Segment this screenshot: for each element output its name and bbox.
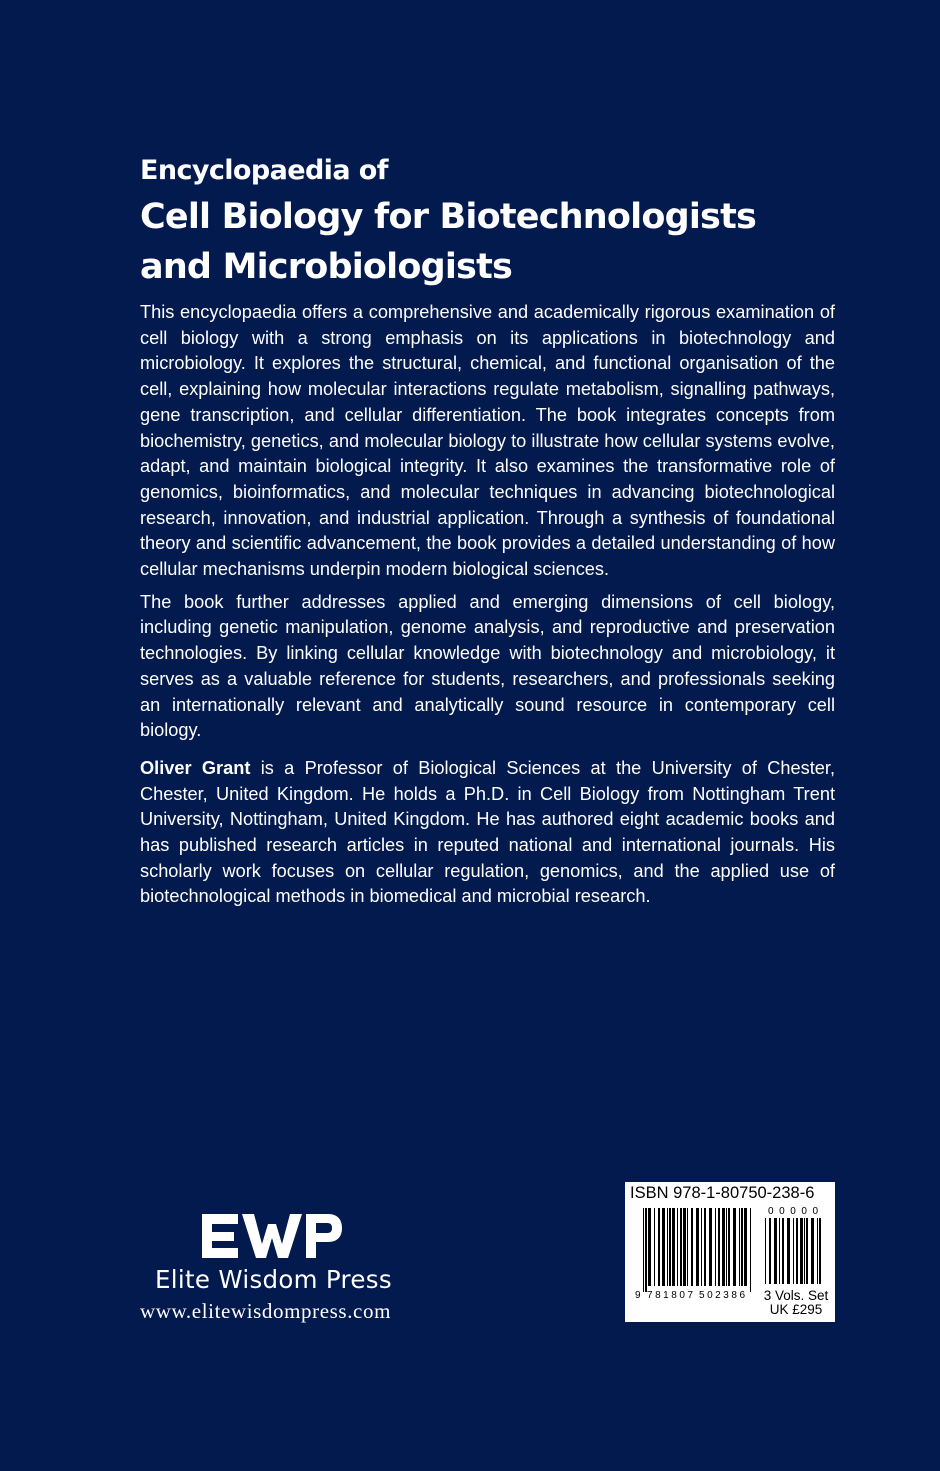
barcode-bar — [704, 1208, 706, 1286]
barcode-bar — [769, 1218, 771, 1284]
barcode-bar — [654, 1208, 655, 1286]
barcode-bar — [658, 1208, 660, 1286]
barcode-bar — [744, 1208, 747, 1286]
barcode-bar — [779, 1218, 780, 1284]
barcode-bar — [800, 1218, 803, 1284]
pre-title: Encyclopaedia of — [140, 155, 388, 186]
barcode-bar — [722, 1208, 725, 1286]
barcode-bar — [677, 1208, 678, 1286]
barcode-lead-digit: 9 — [635, 1290, 641, 1301]
barcode-bar — [709, 1208, 712, 1286]
main-title-line2: and Microbiologists — [140, 247, 513, 287]
barcode-bar — [765, 1218, 766, 1284]
description-paragraph-2: The book further addresses applied and emerging dimensions of cell biology, including genetic manipulation, genome analysis, and reproductive and preservation technologies. By linking cellular knowledge with biotechnology and microbiology, it serves as a valuable reference for students, researchers, and professionals seeking an internationally relevant and analytically sound resource in contemporary cell biology. — [140, 591, 835, 741]
barcode-bar — [680, 1208, 682, 1286]
barcode-bar — [739, 1208, 740, 1286]
barcode-bar — [726, 1208, 727, 1286]
barcode-bar — [691, 1208, 693, 1286]
main-title-line1: Cell Biology for Biotechnologists — [140, 197, 757, 237]
author-bio — [140, 756, 835, 910]
barcode-bar — [669, 1208, 671, 1286]
title-block — [140, 152, 840, 292]
barcode-bar — [741, 1208, 743, 1286]
publisher-website: www.elitewisdompress.com — [140, 1299, 391, 1323]
publisher-name: Elite Wisdom Press — [155, 1265, 392, 1294]
barcode-bar — [648, 1208, 651, 1286]
barcode-bar — [817, 1218, 818, 1284]
barcode-bar — [806, 1218, 808, 1284]
barcode-group-1: 781807 — [647, 1290, 693, 1301]
barcode-box — [625, 1182, 835, 1322]
barcode-bar — [643, 1208, 644, 1292]
set-price-label — [761, 1289, 831, 1317]
barcode-bar — [718, 1208, 720, 1286]
barcode-bar — [683, 1208, 686, 1286]
barcode-bar — [696, 1208, 699, 1286]
barcode-bar — [782, 1218, 784, 1284]
barcode-bar — [774, 1218, 777, 1284]
main-title — [140, 192, 840, 292]
barcode-bar — [811, 1218, 814, 1284]
barcode-addon-digits: 00000 — [768, 1206, 818, 1217]
barcode-group-2: 502386 — [699, 1290, 745, 1301]
barcode-bar — [819, 1218, 821, 1284]
barcode-bar — [715, 1208, 716, 1286]
barcode-bar — [793, 1218, 794, 1284]
barcode-bar — [645, 1208, 647, 1292]
description-block — [140, 300, 835, 917]
barcode-bar — [796, 1218, 798, 1284]
barcode-bar — [787, 1218, 790, 1284]
barcode-bar — [701, 1208, 702, 1286]
author-name: Oliver Grant — [140, 757, 251, 778]
barcode-bar — [662, 1208, 665, 1286]
description-paragraph-1: This encyclopaedia offers a comprehensive and academically rigorous examination of cell biology with a strong emphasis on its applications in biotechnology and microbiology. It explores the structural, chemical, and functional organisation of the cell, explaining how molecular interactions regulate metabolism, signalling pathways, gene transcription, and cellular differentiation. The book integrates concepts from biochemistry, genetics, and molecular biology to illustrate how cellular systems evolve, adapt, and maintain biological integrity. It also examines the transformative role of genomics, bioinformatics, and molecular techniques in advancing biotechnological research, innovation, and industrial application. Through a synthesis of foundational theory and scientific advancement, the book provides a detailed understanding of how cellular mechanisms underpin modern biological sciences. — [140, 302, 835, 580]
barcode-bar — [804, 1218, 805, 1284]
barcode-bar — [687, 1208, 688, 1286]
barcode-bar — [667, 1208, 668, 1286]
barcode-bar — [750, 1208, 751, 1292]
barcode-bar — [672, 1208, 675, 1286]
ewp-logo-icon — [202, 1212, 342, 1260]
isbn-label: ISBN 978-1-80750-238-6 — [630, 1184, 815, 1202]
barcode-bar — [728, 1208, 730, 1286]
set-info: 3 Vols. Set — [763, 1288, 829, 1303]
author-bio-text: is a Professor of Biological Sciences at the University of Chester, Chester, United Kingdom. He holds a Ph.D. in Cell Biology from Nottingham Trent University, Nottingham, United Kingdom. He has authored eight academic books and has published research articles in reputed national and international journals. His scholarly work focuses on cellular regulation, genomics, and the applied use of biotechnological methods in biomedical and microbial research. — [140, 757, 835, 907]
price: UK £295 — [769, 1302, 823, 1317]
barcode-bar — [733, 1208, 736, 1286]
